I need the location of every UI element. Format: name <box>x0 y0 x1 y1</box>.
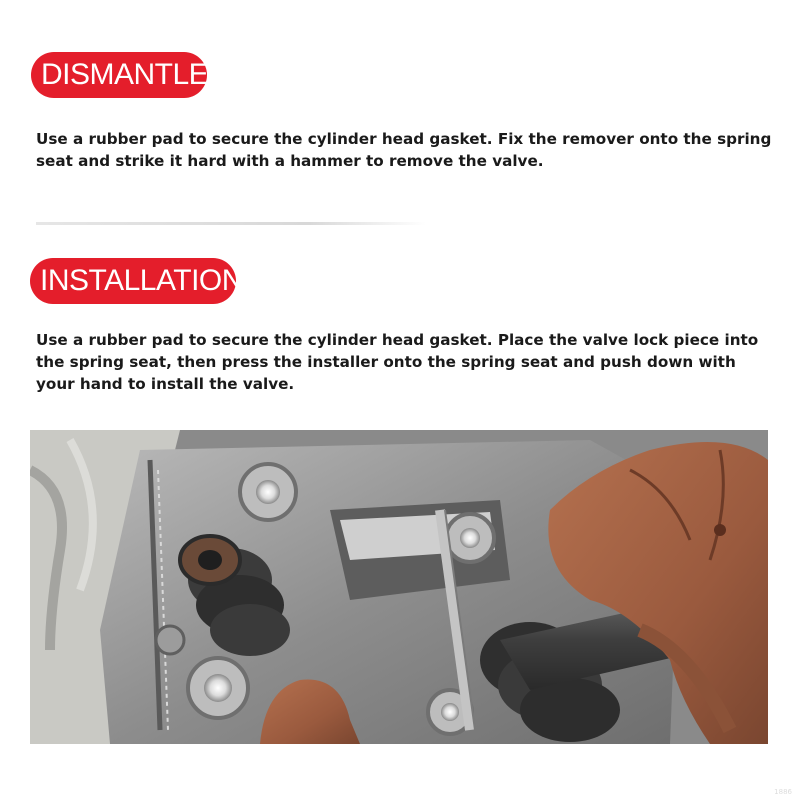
cylinder-head-illustration <box>30 430 768 744</box>
installation-instructions: Use a rubber pad to secure the cylinder head gasket. Place the valve lock piece into the spring seat, then press the installer onto the spring seat and push down with your hand to install the valve. <box>36 331 759 393</box>
section-divider <box>36 222 426 225</box>
installation-photo <box>30 430 768 744</box>
dismantle-heading: DISMANTLE <box>41 58 209 91</box>
watermark: 1886 <box>774 788 792 796</box>
installation-heading-badge <box>30 258 243 304</box>
installation-heading: INSTALLATION <box>40 264 243 297</box>
dismantle-instructions: Use a rubber pad to secure the cylinder head gasket. Fix the remover onto the spring seat and strike it hard with a hammer to remove the valve. <box>36 130 772 170</box>
dismantle-heading-badge <box>31 52 207 98</box>
